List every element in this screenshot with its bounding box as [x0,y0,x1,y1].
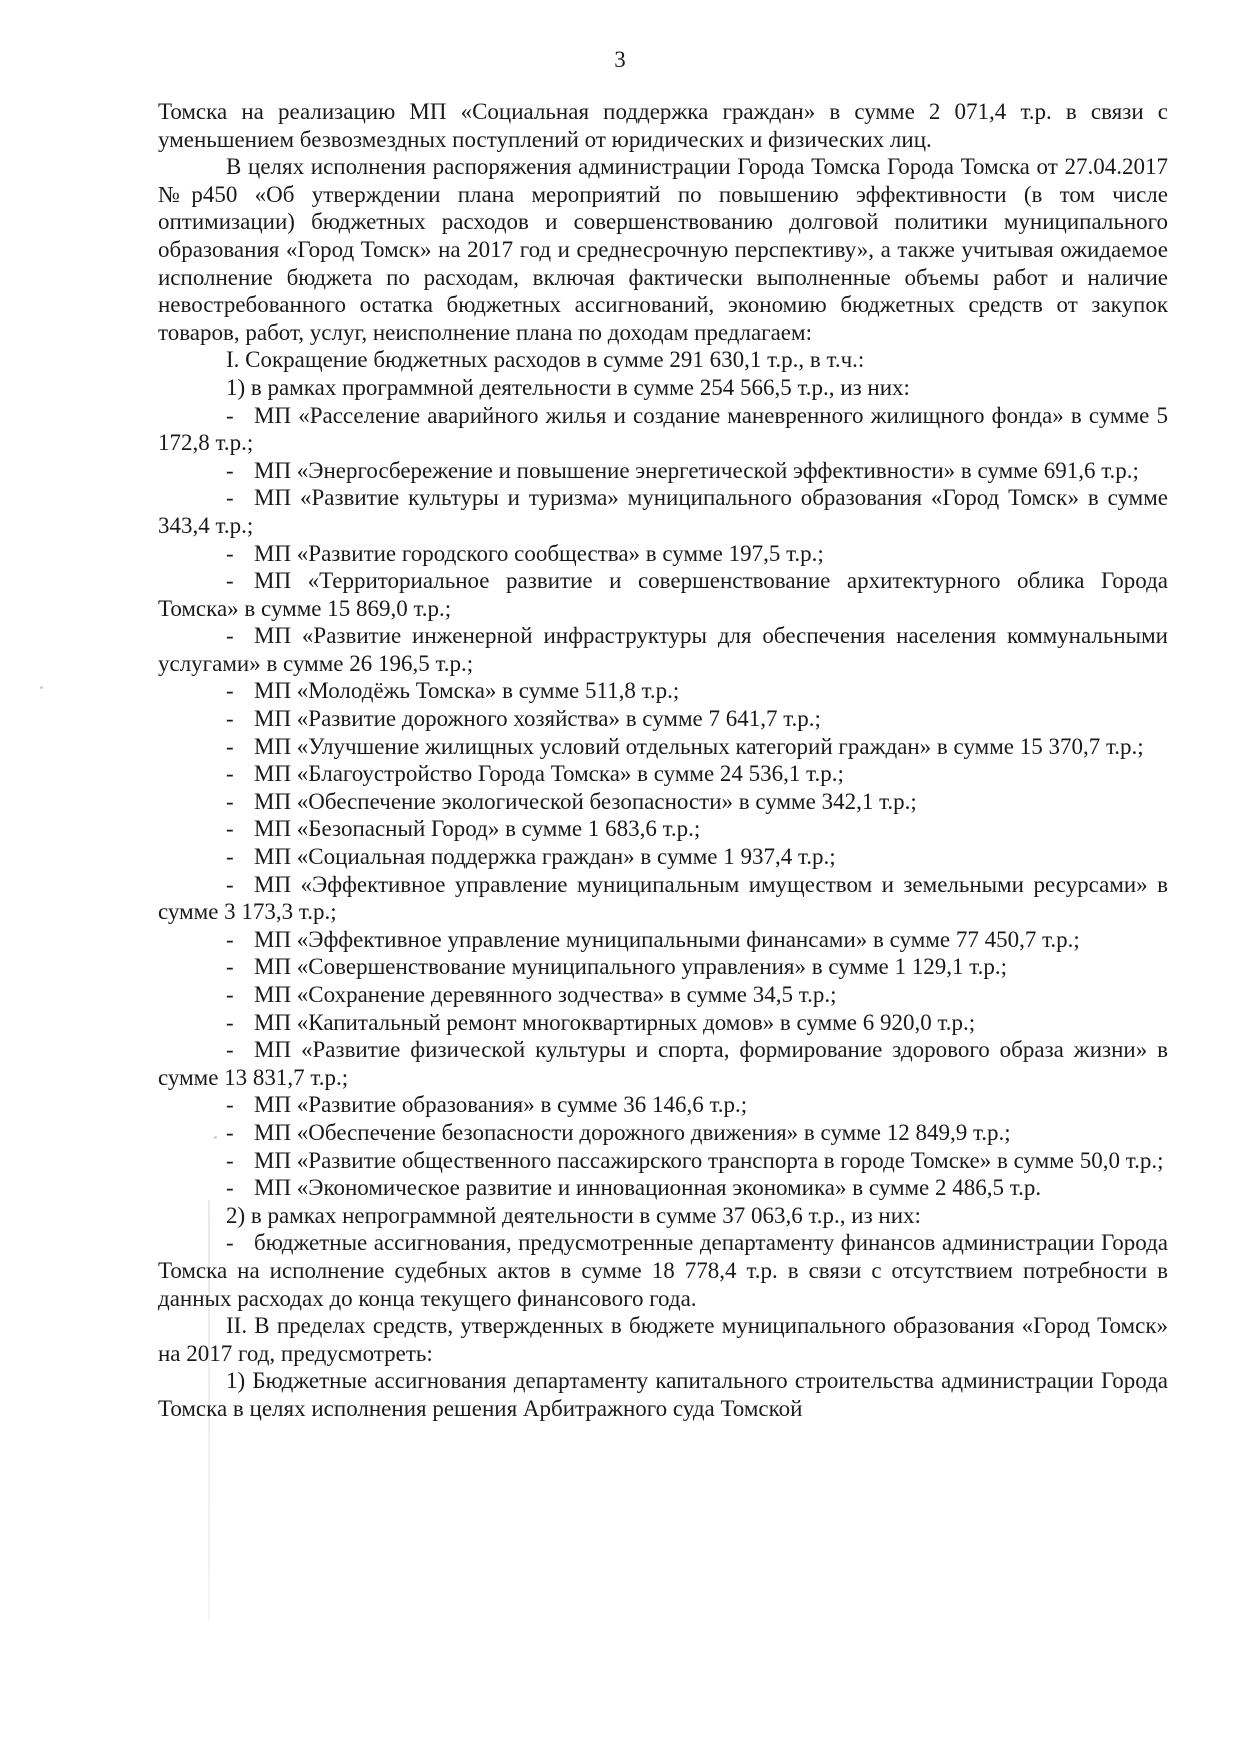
list-dash: - [226,844,234,870]
list-dash: - [226,816,234,842]
list-dash: - [226,1009,234,1035]
list-item [158,1091,1168,1119]
list-item-text: МП «Расселение аварийного жилья и создание маневренного жилищного фонда» в сумме 5 172,8 т.р.; [158,402,1168,456]
list-dash: - [226,402,234,428]
list-item [158,705,1168,733]
list-item [158,1174,1168,1202]
list-dash: - [226,1147,234,1173]
list-item [158,843,1168,871]
list-dash: - [226,706,234,732]
list-item-text: МП «Энергосбережение и повышение энергетической эффективности» в сумме 691,6 т.р.; [254,457,1139,483]
scan-artifact [40,686,43,689]
list-dash: - [226,982,234,1007]
list-item-text: МП «Обеспечение экологической безопасности» в сумме 342,1 т.р.; [254,788,917,814]
document-body [158,98,1168,1423]
list-item-text: МП «Обеспечение безопасности дорожного движения» в сумме 12 849,9 т.р.; [254,1119,1011,1145]
list-dash: - [226,540,234,566]
list-item-text: МП «Совершенствование муниципального управления» в сумме 1 129,1 т.р.; [254,954,1007,980]
list-dash: - [226,926,234,952]
section-two-heading: II. В пределах средств, утвержденных в бюджете муниципального образования «Город Томск» на 2017 год, предусмотреть: [158,1313,1168,1366]
list-item-text: МП «Развитие образования» в сумме 36 146,6 т.р.; [254,1092,748,1118]
list-item-text: МП «Социальная поддержка граждан» в сумме 1 937,4 т.р.; [254,844,836,870]
list-dash: - [226,485,234,511]
non-program-heading: 2) в рамках непрограммной деятельности в сумме 37 063,6 т.р., из них: [226,1202,921,1228]
paragraph-purpose: В целях исполнения распоряжения администрации Города Томска Города Томска от 27.04.2017 №р450 «Об утверждении плана мероприятий по повышению эффективности (в том числе оптимизации) бюджетных расходов и совершенствованию долговой политики муниципального образования «Город Томск» на 2017 год и среднесрочную перспективу», а также учитывая ожидаемое исполнение бюджета по расходам, включая фактически выполненные объемы работ и наличие невостребованного остатка бюджетных ассигнований, экономию бюджетных средств от закупок товаров, работ, услуг, неисполнение плана по доходам предлагаем: [158,154,1168,345]
list-item [158,788,1168,816]
list-dash: - [226,1037,234,1063]
program-list [158,402,1168,1202]
list-dash: - [226,1175,234,1201]
list-dash: - [226,1092,234,1118]
list-item [158,1009,1168,1037]
non-program-item-text: бюджетные ассигнования, предусмотренные департаменту финансов администрации Города Томска на исполнение судебных актов в сумме 18 778,4 т.р. в связи с отсутствием потребности в данных расходах до конца текущего финансового года. [158,1230,1168,1311]
list-dash: - [226,761,234,787]
list-item-text: МП «Эффективное управление муниципальным имуществом и земельными ресурсами» в сумме 3 173,3 т.р.; [158,871,1168,925]
list-item-text: МП «Эффективное управление муниципальными финансами» в сумме 77 450,7 т.р.; [254,926,1080,952]
list-dash: - [226,568,234,594]
list-item-text: МП «Территориальное развитие и совершенствование архитектурного облика Города Томска» в сумме 15 869,0 т.р.; [158,568,1168,621]
list-dash: - [226,457,234,483]
section-two-item: 1) Бюджетные ассигнования департаменту капитального строительства администрации Города Томска в целях исполнения решения Арбитражного суда Томской [158,1368,1168,1421]
list-item [158,677,1168,705]
program-activity-heading: 1) в рамках программной деятельности в сумме 254 566,5 т.р., из них: [226,374,910,400]
list-item [158,953,1168,981]
list-item-text: МП «Развитие дорожного хозяйства» в сумме 7 641,7 т.р.; [254,706,821,732]
list-item [158,622,1168,677]
list-item [158,1036,1168,1091]
list-dash: - [226,1119,234,1145]
list-item-text: МП «Благоустройство Города Томска» в сумме 24 536,1 т.р.; [254,761,844,787]
list-item-text: МП «Безопасный Город» в сумме 1 683,6 т.р.; [254,816,701,842]
list-item [158,871,1168,926]
list-item [158,1147,1168,1175]
list-dash: - [226,623,234,649]
section-one-heading: I. Сокращение бюджетных расходов в сумме 291 630,1 т.р., в т.ч.: [226,347,865,373]
paragraph-continuation: Томска на реализацию МП «Социальная поддержка граждан» в сумме 2 071,4 т.р. в связи с уменьшением безвозмездных поступлений от юридических и физических лиц. [158,99,1168,152]
list-item-text: МП «Капитальный ремонт многоквартирных домов» в сумме 6 920,0 т.р.; [254,1009,976,1035]
list-item-text: МП «Развитие городского сообщества» в сумме 197,5 т.р.; [254,540,824,566]
list-item [158,981,1168,1009]
list-dash: - [226,733,234,759]
list-item [158,1119,1168,1147]
list-dash: - [226,678,234,704]
list-item [158,567,1168,622]
list-dash: - [226,871,234,897]
list-item-text: МП «Улучшение жилищных условий отдельных категорий граждан» в сумме 15 370,7 т.р.; [254,733,1144,759]
list-item [158,484,1168,539]
list-dash: - [226,788,234,814]
list-dash: - [226,1230,234,1256]
list-item-text: МП «Развитие физической культуры и спорта, формирование здорового образа жизни» в сумме 13 831,7 т.р.; [158,1037,1168,1090]
list-item-text: МП «Развитие общественного пассажирского транспорта в городе Томске» в сумме 50,0 т.р.; [254,1147,1164,1173]
list-item [158,457,1168,485]
list-item [158,815,1168,843]
list-item [158,733,1168,761]
list-item [158,926,1168,954]
list-dash: - [226,954,234,980]
page-number: 3 [614,47,626,72]
non-program-item [158,1229,1168,1312]
list-item-text: МП «Развитие инженерной инфраструктуры для обеспечения населения коммунальными услугами» в сумме 26 196,5 т.р.; [158,623,1168,676]
list-item-text: МП «Развитие культуры и туризма» муниципального образования «Город Томск» в сумме 343,4 т.р.; [158,485,1168,538]
list-item [158,760,1168,788]
list-item [158,540,1168,568]
list-item-text: МП «Экономическое развитие и инновационная экономика» в сумме 2 486,5 т.р. [254,1175,1042,1201]
list-item-text: МП «Сохранение деревянного зодчества» в сумме 34,5 т.р.; [254,982,837,1007]
list-item-text: МП «Молодёжь Томска» в сумме 511,8 т.р.; [254,678,680,704]
list-item [158,402,1168,457]
